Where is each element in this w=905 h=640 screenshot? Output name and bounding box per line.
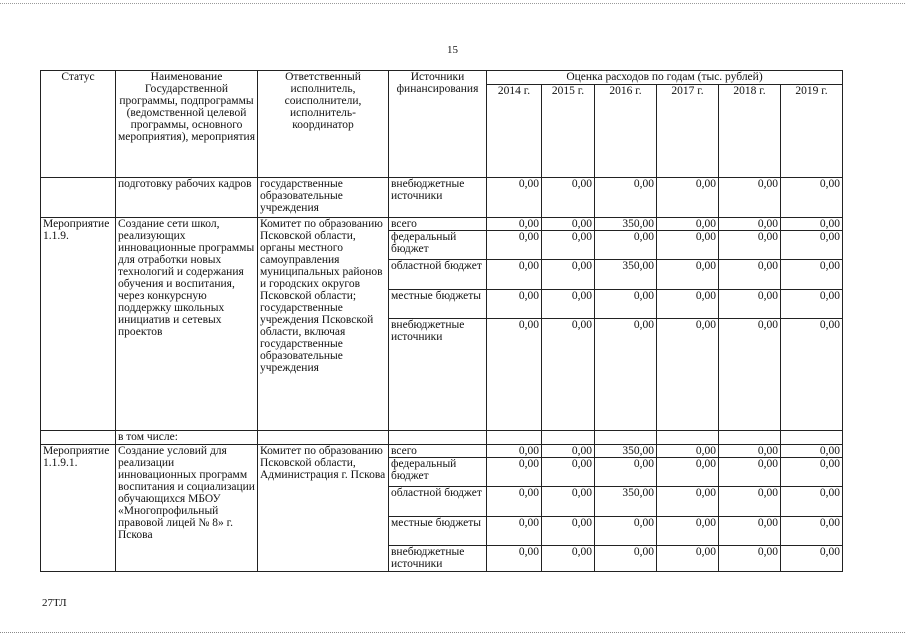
header-year: 2017 г. — [657, 85, 719, 178]
value-cell: 0,00 — [657, 517, 719, 546]
value-cell: 0,00 — [595, 290, 657, 319]
value-cell: 0,00 — [595, 178, 657, 218]
value-cell: 0,00 — [781, 178, 843, 218]
value-cell: 0,00 — [657, 260, 719, 290]
page-number: 15 — [447, 44, 458, 56]
source-cell: областной бюджет — [389, 260, 487, 290]
value-cell: 0,00 — [719, 445, 781, 458]
value-cell: 0,00 — [719, 546, 781, 572]
value-cell: 350,00 — [595, 218, 657, 231]
responsible-cell: Комитет по образованию Псковской области, органы местного самоуправления муниципальных районов и городских округов Псковской области; государственные учреждения Псковской области, включая государственные образовательные учреждения — [258, 218, 389, 431]
value-cell: 0,00 — [781, 458, 843, 487]
value-cell: 0,00 — [487, 218, 542, 231]
value-cell: 0,00 — [542, 546, 595, 572]
table-row — [41, 178, 843, 218]
value-cell: 0,00 — [542, 445, 595, 458]
source-cell: внебюджетные источники — [389, 546, 487, 572]
value-cell: 0,00 — [657, 218, 719, 231]
source-cell: всего — [389, 218, 487, 231]
source-cell: федеральный бюджет — [389, 231, 487, 260]
value-cell: 0,00 — [781, 260, 843, 290]
value-cell: 0,00 — [542, 231, 595, 260]
header-sources: Источники финансирования — [389, 71, 487, 178]
value-cell: 0,00 — [781, 517, 843, 546]
value-cell: 0,00 — [487, 231, 542, 260]
source-cell: всего — [389, 445, 487, 458]
value-cell: 0,00 — [657, 546, 719, 572]
value-cell: 0,00 — [542, 260, 595, 290]
source-cell: федеральный бюджет — [389, 458, 487, 487]
header-year: 2014 г. — [487, 85, 542, 178]
value-cell: 0,00 — [657, 445, 719, 458]
header-year: 2019 г. — [781, 85, 843, 178]
header-year: 2015 г. — [542, 85, 595, 178]
status-cell — [41, 178, 116, 218]
value-cell — [781, 431, 843, 445]
value-cell: 0,00 — [657, 319, 719, 431]
value-cell: 0,00 — [781, 319, 843, 431]
value-cell — [657, 431, 719, 445]
value-cell: 0,00 — [781, 546, 843, 572]
value-cell: 0,00 — [719, 319, 781, 431]
source-cell: местные бюджеты — [389, 290, 487, 319]
responsible-cell: Комитет по образованию Псковской области, Администрация г. Пскова — [258, 445, 389, 572]
value-cell: 0,00 — [487, 487, 542, 517]
value-cell: 0,00 — [781, 290, 843, 319]
value-cell: 0,00 — [542, 458, 595, 487]
value-cell: 0,00 — [781, 487, 843, 517]
value-cell: 0,00 — [719, 178, 781, 218]
value-cell: 0,00 — [487, 319, 542, 431]
value-cell — [487, 431, 542, 445]
value-cell: 0,00 — [487, 517, 542, 546]
source-cell — [389, 431, 487, 445]
value-cell: 350,00 — [595, 445, 657, 458]
value-cell: 0,00 — [719, 290, 781, 319]
value-cell: 0,00 — [595, 546, 657, 572]
value-cell: 0,00 — [781, 218, 843, 231]
value-cell: 0,00 — [542, 517, 595, 546]
value-cell: 0,00 — [487, 445, 542, 458]
value-cell: 0,00 — [487, 178, 542, 218]
value-cell: 0,00 — [781, 231, 843, 260]
budget-table — [40, 70, 843, 572]
header-estimate: Оценка расходов по годам (тыс. рублей) — [487, 71, 843, 85]
value-cell: 0,00 — [542, 290, 595, 319]
value-cell: 0,00 — [657, 178, 719, 218]
header-year: 2018 г. — [719, 85, 781, 178]
value-cell: 0,00 — [719, 218, 781, 231]
header-row — [41, 71, 843, 85]
responsible-cell: государственные образовательные учреждения — [258, 178, 389, 218]
value-cell: 0,00 — [542, 319, 595, 431]
source-cell: областной бюджет — [389, 487, 487, 517]
value-cell: 0,00 — [719, 231, 781, 260]
scan-edge-top — [0, 3, 905, 4]
responsible-cell — [258, 431, 389, 445]
value-cell: 0,00 — [657, 231, 719, 260]
header-status: Статус — [41, 71, 116, 178]
value-cell: 0,00 — [719, 487, 781, 517]
value-cell: 0,00 — [595, 319, 657, 431]
source-cell: внебюджетные источники — [389, 319, 487, 431]
value-cell: 0,00 — [719, 517, 781, 546]
value-cell: 0,00 — [487, 458, 542, 487]
status-cell: Мероприятие 1.1.9. — [41, 218, 116, 431]
including-label: в том числе: — [116, 431, 258, 445]
status-cell: Мероприятие 1.1.9.1. — [41, 445, 116, 572]
table-row — [41, 218, 843, 231]
value-cell: 0,00 — [487, 260, 542, 290]
value-cell: 0,00 — [487, 290, 542, 319]
document-code: 27ТЛ — [42, 597, 67, 609]
header-name: Наименование Государственной программы, подпрограммы (ведомственной целевой программы, основного мероприятия), мероприятия — [116, 71, 258, 178]
value-cell: 0,00 — [657, 458, 719, 487]
value-cell — [542, 431, 595, 445]
header-year: 2016 г. — [595, 85, 657, 178]
value-cell: 0,00 — [657, 290, 719, 319]
value-cell — [595, 431, 657, 445]
value-cell: 0,00 — [542, 487, 595, 517]
source-cell: внебюджетные источники — [389, 178, 487, 218]
value-cell: 0,00 — [595, 231, 657, 260]
value-cell: 0,00 — [719, 260, 781, 290]
name-cell: подготовку рабочих кадров — [116, 178, 258, 218]
status-cell — [41, 431, 116, 445]
value-cell — [719, 431, 781, 445]
source-cell: местные бюджеты — [389, 517, 487, 546]
value-cell: 350,00 — [595, 260, 657, 290]
header-responsible: Ответственный исполнитель, соисполнители, исполнитель-координатор — [258, 71, 389, 178]
value-cell: 0,00 — [595, 517, 657, 546]
value-cell: 0,00 — [719, 458, 781, 487]
including-row — [41, 431, 843, 445]
name-cell: Создание условий для реализации инновационных программ воспитания и социализации обучающихся МБОУ «Многопрофильный правовой лицей № 8» г. Пскова — [116, 445, 258, 572]
scan-edge-bottom — [0, 632, 905, 633]
value-cell: 0,00 — [542, 218, 595, 231]
table-row — [41, 445, 843, 458]
value-cell: 0,00 — [781, 445, 843, 458]
name-cell: Создание сети школ, реализующих инновационные программы для отработки новых технологий и содержания обучения и воспитания, через конкурсную поддержку школьных инициатив и сетевых проектов — [116, 218, 258, 431]
value-cell: 0,00 — [542, 178, 595, 218]
value-cell: 0,00 — [595, 458, 657, 487]
value-cell: 0,00 — [487, 546, 542, 572]
value-cell: 0,00 — [657, 487, 719, 517]
value-cell: 350,00 — [595, 487, 657, 517]
